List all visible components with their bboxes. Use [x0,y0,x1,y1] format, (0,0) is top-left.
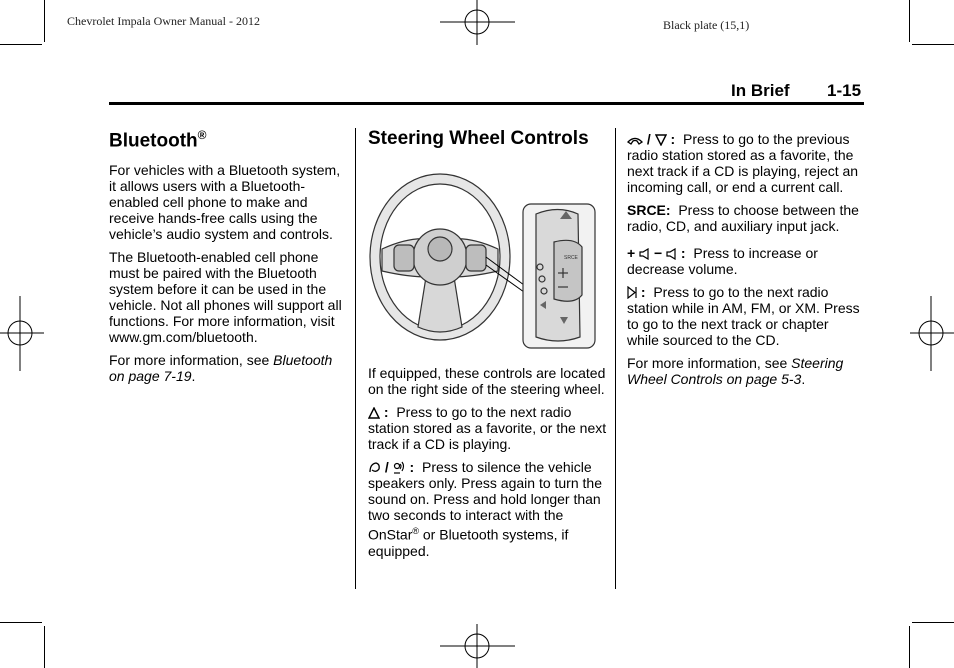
page-number: 1-15 [827,81,862,100]
volume-description [627,245,864,277]
favorite-description [368,404,608,452]
volume-down-icon [666,248,677,260]
favorite-colon: : [380,404,389,420]
volume-plus: + [627,245,636,261]
ref-prefix: For more information, see [627,355,792,371]
steering-controls-page-link[interactable]: Steering Wheel Controls on page 5-3 [627,355,844,387]
steering-column [368,128,608,160]
column-divider [615,128,616,589]
registration-mark-top [440,0,515,45]
crop-mark [0,622,42,623]
seek-next-icon [627,286,637,299]
previous-text: Press to go to the previous radio station stored as a favorite, the next track if a CD is playing, reject an incoming call, or end a current call. [627,131,859,195]
crop-mark [909,0,910,42]
plate-label: Black plate (15,1) [663,18,750,32]
previous-separator: / [643,131,655,147]
crop-mark [44,0,45,42]
bluetooth-reference [109,352,347,384]
crop-mark [909,626,910,668]
crop-mark [44,626,45,668]
steering-heading: Steering Wheel Controls [368,128,589,149]
mute-text-after: or Bluetooth systems, if equipped. [368,526,569,559]
volume-colon: : [677,245,686,261]
registration-mark-left [0,296,44,371]
ref-suffix: . [191,368,196,385]
onstar-registered-mark: ® [412,526,419,536]
volume-text: Press to increase or decrease volume. [627,245,818,277]
crop-mark [912,622,954,623]
controls-column-3 [627,131,864,394]
steering-text [368,365,608,566]
bluetooth-heading [109,124,347,152]
srce-description [627,202,864,234]
control-panel-closeup [523,204,595,348]
steering-intro: If equipped, these controls are located on the right side of the steering wheel. [368,365,606,397]
favorite-down-icon [655,134,667,146]
favorite-up-icon [368,407,380,419]
next-colon: : [637,284,646,300]
mute-separator: / [381,459,393,475]
mute-description [368,459,608,559]
previous-colon: : [666,131,676,147]
srce-text: Press to choose between the radio, CD, and auxiliary input jack. [627,202,859,234]
bluetooth-page-link[interactable]: Bluetooth on page 7-19 [109,352,333,385]
ref-prefix: For more information, see [109,352,274,369]
mute-text-before: Press to silence the vehicle speakers only. Press again to turn the sound on. Press and hold longer than two seconds to interact with the OnStar [368,459,602,543]
steering-wheel-illustration [368,167,601,352]
crop-mark [912,44,954,45]
bluetooth-paragraph-1: For vehicles with a Bluetooth system, it allows users with a Bluetooth-enabled cell phone to make and receive hands-free calls using the vehicle’s audio system and controls. [109,162,341,243]
steering-reference [627,355,864,387]
end-call-icon [627,135,643,146]
volume-up-icon [639,248,650,260]
bluetooth-title: Bluetooth [109,130,198,152]
manual-title: Chevrolet Impala Owner Manual - 2012 [67,14,260,28]
bluetooth-column [109,124,347,391]
volume-minus: − [650,245,667,261]
ref-suffix: . [801,371,806,387]
mute-colon: : [405,459,415,475]
favorite-text: Press to go to the next radio station stored as a favorite, or the next track if a CD is playing. [368,404,607,452]
next-text: Press to go to the next radio station while in AM, FM, or XM. Press to go to the next track or chapter while sourced to the CD. [627,284,860,348]
section-name: In Brief [731,81,790,100]
header-rule [109,102,864,105]
steering-wheel-image [370,174,524,340]
bluetooth-paragraph-2: The Bluetooth-enabled cell phone must be paired with the Bluetooth system before it can be used in the vehicle. Not all phones will support all functions. For more information, visit www.gm.com/bluetooth. [109,249,342,346]
next-description [627,284,864,348]
crop-mark [0,44,42,45]
registration-mark-right [910,296,954,371]
registered-mark: ® [197,128,207,142]
column-divider [355,128,356,589]
mute-icon [368,461,381,474]
voice-icon [393,461,406,474]
registration-mark-bottom [440,624,515,668]
previous-description [627,131,864,195]
svg-text:SRCE: SRCE [564,255,578,261]
srce-label: SRCE: [627,202,671,218]
